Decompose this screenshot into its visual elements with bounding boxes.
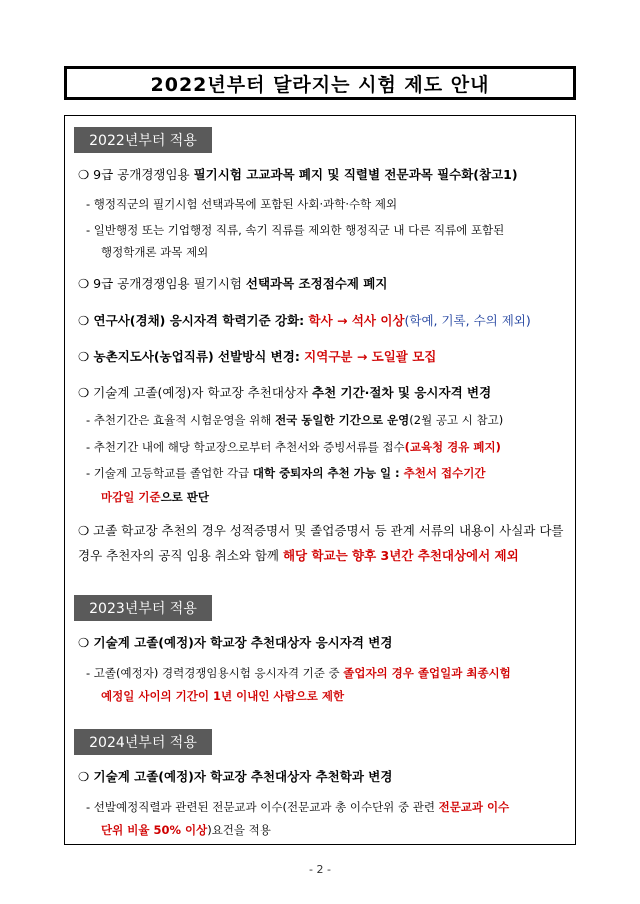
section-heading-2022: 2022년부터 적용 bbox=[74, 127, 212, 153]
item-school-recommend: ❍ 기술계 고졸(예정)자 학교장 추천대상자 추천 기간·절차 및 응시자격 변경 bbox=[78, 385, 492, 400]
page-title: 2022년부터 달라지는 시험 제도 안내 bbox=[64, 66, 576, 100]
sub-item-recommend-docs: - 추천기간 내에 해당 학교장으로부터 추천서와 증빙서류를 접수(교육청 경유 폐지) bbox=[86, 440, 501, 454]
page-number: - 2 - bbox=[309, 863, 331, 876]
sub-item-admin-subjects: - 행정직군의 필기시험 선택과목에 포함된 사회·과학·수학 제외 bbox=[86, 197, 398, 211]
item-agri-instructor: ❍ 농촌지도사(농업직류) 선발방식 변경: 지역구분 → 도일괄 모집 bbox=[78, 349, 437, 364]
section-heading-2023: 2023년부터 적용 bbox=[74, 595, 212, 621]
item-researcher: ❍ 연구사(경채) 응시자격 학력기준 강화: 학사 → 석사 이상(학예, 기록, 수의 제외) bbox=[78, 313, 531, 328]
sub-item-2024-ratio: - 선발예정직렬과 관련된 전문교과 이수(전문교과 총 이수단위 중 관련 전문교과 이수 bbox=[86, 800, 510, 814]
section-heading-2024: 2024년부터 적용 bbox=[74, 729, 212, 755]
sub-item-2023-graduate: - 고졸(예정자) 경력경쟁임용시험 응시자격 기준 중 졸업자의 경우 졸업일과 최종시험 bbox=[86, 666, 511, 680]
item-false-docs: ❍ 고졸 학교장 추천의 경우 성적증명서 및 졸업증명서 등 관계 서류의 내용이 사실과 다를 bbox=[78, 523, 564, 538]
sub-item-general-admin-cont: 행정학개론 과목 제외 bbox=[101, 245, 209, 259]
sub-item-2024-ratio-cont: 단위 비율 50% 이상)요건을 적용 bbox=[101, 823, 271, 837]
item-9grade-exam: ❍ 9급 공개경쟁임용 필기시험 고교과목 폐지 및 직렬별 전문과목 필수화(참고1) bbox=[78, 167, 518, 182]
sub-item-general-admin: - 일반행정 또는 기업행정 직류, 속기 직류를 제외한 행정직군 내 다른 직류에 포함된 bbox=[86, 223, 505, 237]
sub-item-dropout: - 기술계 고등학교를 졸업한 각급 대학 중퇴자의 추천 가능 일 : 추천서 접수기간 bbox=[86, 466, 486, 480]
item-2024-major: ❍ 기술계 고졸(예정)자 학교장 추천대상자 추천학과 변경 bbox=[78, 769, 393, 784]
sub-item-dropout-cont: 마감일 기준으로 판단 bbox=[101, 490, 210, 504]
item-2023-eligibility: ❍ 기술계 고졸(예정)자 학교장 추천대상자 응시자격 변경 bbox=[78, 635, 393, 650]
sub-item-2023-graduate-cont: 예정일 사이의 기간이 1년 이내인 사람으로 제한 bbox=[101, 689, 345, 703]
sub-item-recommend-period: - 추천기간은 효율적 시험운영을 위해 전국 동일한 기간으로 운영(2월 공고 시 참고) bbox=[86, 413, 504, 427]
item-false-docs-cont: 경우 추천자의 공직 임용 취소와 함께 해당 학교는 향후 3년간 추천대상에서 제외 bbox=[78, 548, 519, 563]
item-adjusted-score: ❍ 9급 공개경쟁임용 필기시험 선택과목 조정점수제 폐지 bbox=[78, 276, 388, 291]
